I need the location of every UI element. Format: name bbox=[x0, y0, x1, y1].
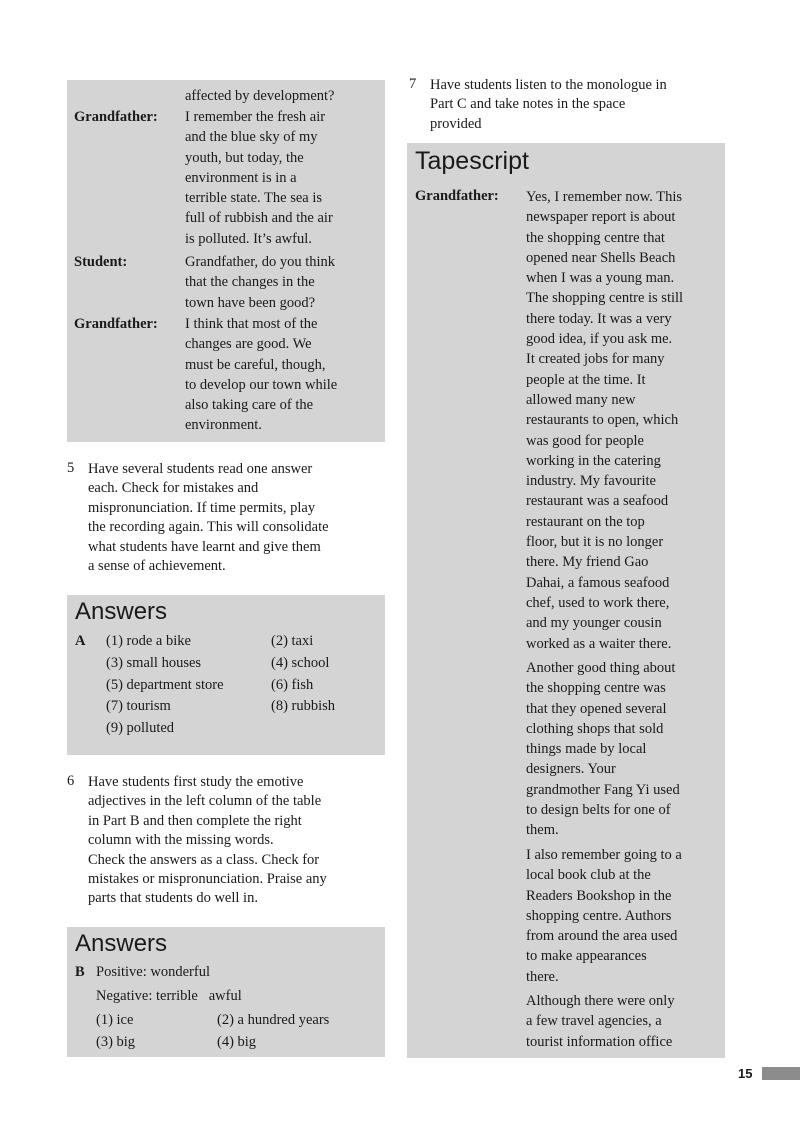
answer-item: (6) fish bbox=[271, 677, 314, 693]
dialogue-speaker: Grandfather: bbox=[74, 109, 158, 125]
page-number: 15 bbox=[738, 1066, 753, 1081]
tapescript-paragraph: Another good thing about the shopping centre was that they opened several clothing shops that sold things made by local designers. Your grandmother Fang Yi used to design belts for one of them. bbox=[526, 660, 680, 839]
tapescript-speaker: Grandfather: bbox=[415, 188, 499, 204]
dialogue-turn-text: Grandfather, do you think that the changes in the town have been good? bbox=[185, 254, 336, 311]
answer-item: (5) department store bbox=[106, 677, 224, 693]
dialogue-continuation: affected by development? bbox=[185, 88, 335, 104]
step-number: 5 bbox=[67, 460, 75, 476]
answers-b-heading: Answers bbox=[75, 930, 168, 957]
step-number: 7 bbox=[409, 76, 417, 92]
answer-item: (2) taxi bbox=[271, 633, 314, 649]
tapescript-paragraph: Although there were only a few travel agencies, a tourist information office bbox=[526, 993, 675, 1050]
answers-a-heading: Answers bbox=[75, 598, 168, 625]
answer-item: (7) tourism bbox=[106, 698, 171, 714]
answer-item: (3) small houses bbox=[106, 655, 202, 671]
answer-item: (4) school bbox=[271, 655, 330, 671]
step-6-instructions: Have students first study the emotive adjectives in the left column of the table in Part B and then complete the right column with the missing words. Check the answers as a class. Check for mistakes or mispronunciation. Praise any parts that students do well in. bbox=[88, 774, 327, 907]
tapescript-heading: Tapescript bbox=[415, 147, 529, 175]
dialogue-speaker: Student: bbox=[74, 254, 128, 270]
page-number-bar bbox=[762, 1067, 800, 1080]
answer-item: (3) big bbox=[96, 1034, 136, 1050]
answer-item: (8) rubbish bbox=[271, 698, 336, 714]
tapescript-paragraph: Yes, I remember now. This newspaper report is about the shopping centre that opened near Shells Beach when I was a young man. The shopping centre is still there today. It was a very good idea, if you ask me. It created jobs for many people at the time. It allowed many new restaurants to open, which was good for people working in the catering industry. My favourite restaurant was a seafood restaurant on the top floor, but it is no longer there. My friend Gao Dahai, a famous seafood chef, used to work there, and my younger cousin worked as a waiter there. bbox=[526, 189, 684, 652]
answers-a-label: A bbox=[75, 633, 86, 649]
answer-item: (9) polluted bbox=[106, 720, 175, 736]
dialogue-turn-text: I remember the fresh air and the blue sky of my youth, but today, the environment is in a terrible state. The sea is full of rubbish and the air is polluted. It’s awful. bbox=[185, 109, 333, 247]
answers-b-negative: Negative: terrible awful bbox=[96, 988, 242, 1004]
answer-item: (1) ice bbox=[96, 1012, 134, 1028]
answer-item: (2) a hundred years bbox=[217, 1012, 330, 1028]
step-number: 6 bbox=[67, 773, 75, 789]
answer-item: (4) big bbox=[217, 1034, 257, 1050]
tapescript-paragraph: I also remember going to a local book club at the Readers Bookshop in the shopping centre. Authors from around the area used to make appearances there. bbox=[526, 847, 682, 985]
dialogue-speaker: Grandfather: bbox=[74, 316, 158, 332]
step-7-instructions: Have students listen to the monologue in Part C and take notes in the space provided bbox=[430, 77, 667, 132]
step-5-instructions: Have several students read one answer each. Check for mistakes and mispronunciation. If time permits, play the recording again. This will consolidate what students have learnt and give them a sense of achievement. bbox=[88, 461, 329, 575]
answers-b-positive: Positive: wonderful bbox=[96, 964, 210, 980]
dialogue-turn-text: I think that most of the changes are good. We must be careful, though, to develop our town while also taking care of the environment. bbox=[185, 316, 338, 434]
answer-item: (1) rode a bike bbox=[106, 633, 191, 649]
answers-b-label: B bbox=[75, 964, 85, 980]
